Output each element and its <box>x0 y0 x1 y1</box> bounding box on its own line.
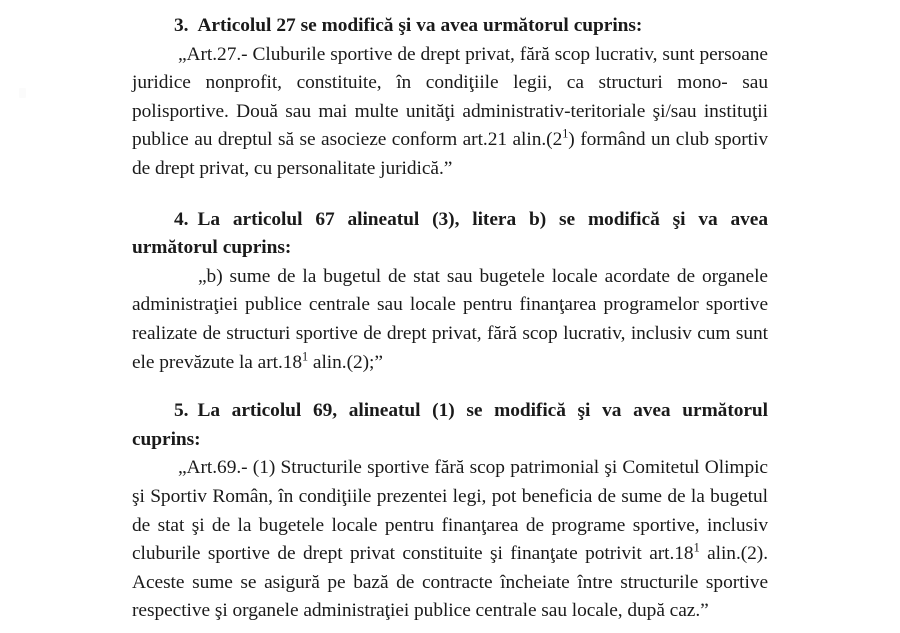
article-number-3: 3. <box>174 15 189 36</box>
article-body-3 <box>132 41 768 184</box>
spacer-4-5 <box>132 377 768 397</box>
article-body-3-superscript: 1 <box>562 126 569 141</box>
article-body-3-post: ) formând un club sportiv de drept privat, cu personalitate juridică.” <box>132 129 768 179</box>
article-body-3-pre: „Art.27.- Cluburile sportive de drept privat, fără scop lucrativ, sunt persoane juridice nonprofit, constituite, în condiţiile legii, ca structuri mono- sau polisportive. Două sau mai multe unităţi administrativ-teritoriale şi/sau instituţii publice au dreptul să se asocieze conform art.21 alin.(2 <box>132 43 768 151</box>
article-body-5-pre: „Art.69.- (1) Structurile sportive fără scop patrimonial şi Comitetul Olimpic şi Sportiv Român, în condiţiile prezentei legi, pot beneficia de sume de la bugetul de stat şi de la bugetele locale pentru finanţarea de programe sportive, inclusiv cluburile sportive de drept privat constituite şi finanţate potrivit art.18 <box>132 457 768 565</box>
article-number-5: 5. <box>174 400 189 422</box>
article-block-3 <box>132 12 768 184</box>
document-text-column <box>132 12 768 626</box>
article-block-5 <box>132 397 768 626</box>
article-heading-text-5: La articolul 69, alineatul (1) se modifică şi va avea următorul cuprins: <box>132 400 768 450</box>
scan-artifact-speck <box>19 88 26 98</box>
article-body-5-post: alin.(2). Aceste sume se asigură pe bază de contracte încheiate între structurile sportive respective şi organele administraţiei publice centrale sau locale, după caz.” <box>132 543 769 622</box>
article-body-4 <box>132 263 768 377</box>
article-body-4-superscript: 1 <box>302 349 309 364</box>
article-body-5-superscript: 1 <box>693 540 700 555</box>
article-body-4-pre: „b) sume de la bugetul de stat sau bugetele locale acordate de organele administraţiei publice centrale sau locale pentru finanţarea programelor sportive realizate de structuri sportive de drept privat, fără scop lucrativ, inclusiv cum sunt ele prevăzute la art.18 <box>132 265 768 373</box>
article-heading-5 <box>132 397 768 454</box>
article-body-5 <box>132 454 768 626</box>
spacer-3-4 <box>132 184 768 206</box>
article-heading-3 <box>132 12 768 41</box>
article-number-4: 4. <box>174 208 189 230</box>
article-heading-text-3: Articolul 27 se modifică şi va avea următorul cuprins: <box>197 15 643 36</box>
article-heading-text-4: La articolul 67 alineatul (3), litera b) se modifică şi va avea următorul cuprins: <box>132 208 768 259</box>
article-body-4-post: alin.(2);” <box>308 351 383 373</box>
article-heading-4 <box>132 206 768 263</box>
article-block-4 <box>132 206 768 378</box>
